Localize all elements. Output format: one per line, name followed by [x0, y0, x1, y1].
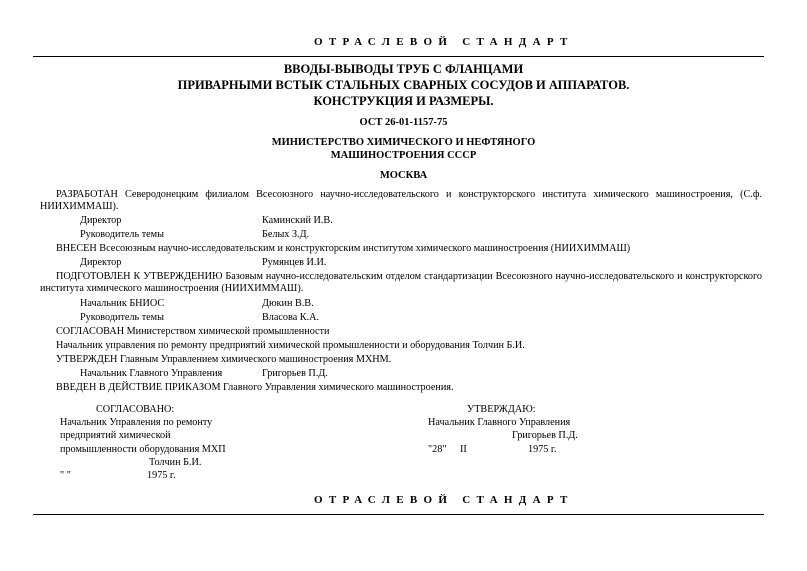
- right-sign-year: 1975 г.: [528, 444, 557, 455]
- agreed-text: СОГЛАСОВАН Министерством химической промышленности: [56, 326, 330, 337]
- bnios-name: Дюкин В.В.: [262, 298, 314, 309]
- header-top: ОТРАСЛЕВОЙ СТАНДАРТ: [314, 36, 574, 48]
- prepared-text: ПОДГОТОВЛЕН К УТВЕРЖДЕНИЮ Базовым научно-исследовательским отделом стандартизации Всесоюзного научно-исследовательского и конструкторского института химического машиностроения (НИИХИММАШ).: [40, 271, 762, 295]
- director-label: Директор: [80, 215, 122, 226]
- title-line-3: КОНСТРУКЦИЯ И РАЗМЕРЫ.: [313, 94, 494, 108]
- head-label: Руководитель темы: [80, 229, 164, 240]
- right-sign-day: "28": [428, 444, 447, 455]
- head2-label: Руководитель темы: [80, 312, 164, 323]
- right-sign-heading: УТВЕРЖДАЮ:: [467, 404, 536, 415]
- director-name: Каминский И.В.: [262, 215, 333, 226]
- right-sign-line-1: Начальник Главного Управления: [428, 417, 571, 428]
- title-line-2: ПРИВАРНЫМИ ВСТЫК СТАЛЬНЫХ СВАРНЫХ СОСУДОВ И АППАРАТОВ.: [177, 78, 630, 92]
- left-sign-line-2: предприятий химической: [60, 430, 171, 441]
- head-name: Белых З.Д.: [262, 229, 310, 240]
- title-line-1: ВВОДЫ-ВЫВОДЫ ТРУБ С ФЛАНЦАМИ: [283, 62, 524, 76]
- ministry-line-1: МИНИСТЕРСТВО ХИМИЧЕСКОГО И НЕФТЯНОГО: [271, 137, 536, 148]
- head2-name: Власова К.А.: [262, 312, 320, 323]
- chief-main-label: Начальник Главного Управления: [80, 368, 223, 379]
- developed-text: РАЗРАБОТАН Северодонецким филиалом Всесоюзного научно-исследовательского и конструкторского института химического машиностроения, (С.ф. НИИХИММАШ).: [40, 189, 762, 213]
- director2-label: Директор: [80, 257, 122, 268]
- header-rule: [33, 56, 764, 57]
- standard-number: ОСТ 26-01-1157-75: [359, 117, 448, 128]
- ministry-line-2: МАШИНОСТРОЕНИЯ СССР: [330, 150, 477, 161]
- approved-text: УТВЕРЖДЕН Главным Управлением химического машиностроения МХНМ.: [56, 354, 392, 365]
- city: МОСКВА: [379, 170, 428, 181]
- developed-paragraph: [40, 189, 762, 213]
- header-bottom: ОТРАСЛЕВОЙ СТАНДАРТ: [314, 494, 574, 506]
- left-sign-heading: СОГЛАСОВАНО:: [96, 404, 175, 415]
- chief-main-name: Григорьев П.Д.: [262, 368, 328, 379]
- footer-rule: [33, 514, 764, 515]
- left-sign-name: Толчин Б.И.: [149, 457, 202, 468]
- right-sign-name: Григорьев П.Д.: [512, 430, 578, 441]
- chief-repair-text: Начальник управления по ремонту предприятий химической промышленности и оборудования Толчин Б.И.: [56, 340, 525, 351]
- left-sign-year: 1975 г.: [147, 470, 176, 481]
- left-sign-line-1: Начальник Управления по ремонту: [60, 417, 213, 428]
- bnios-label: Начальник БНИОС: [80, 298, 165, 309]
- left-sign-line-3: промышленности оборудования МХП: [60, 444, 226, 455]
- enacted-text: ВВЕДЕН В ДЕЙСТВИЕ ПРИКАЗОМ Главного Управления химического машиностроения.: [56, 382, 454, 393]
- left-sign-date-quotes: " ": [60, 470, 71, 481]
- director2-name: Румянцев И.И.: [262, 257, 327, 268]
- right-sign-month: II: [460, 444, 467, 455]
- prepared-paragraph: [40, 271, 762, 295]
- introduced-text: ВНЕСЕН Всесоюзным научно-исследовательским и конструкторским институтом химического машиностроения (НИИХИММАШ): [56, 243, 631, 254]
